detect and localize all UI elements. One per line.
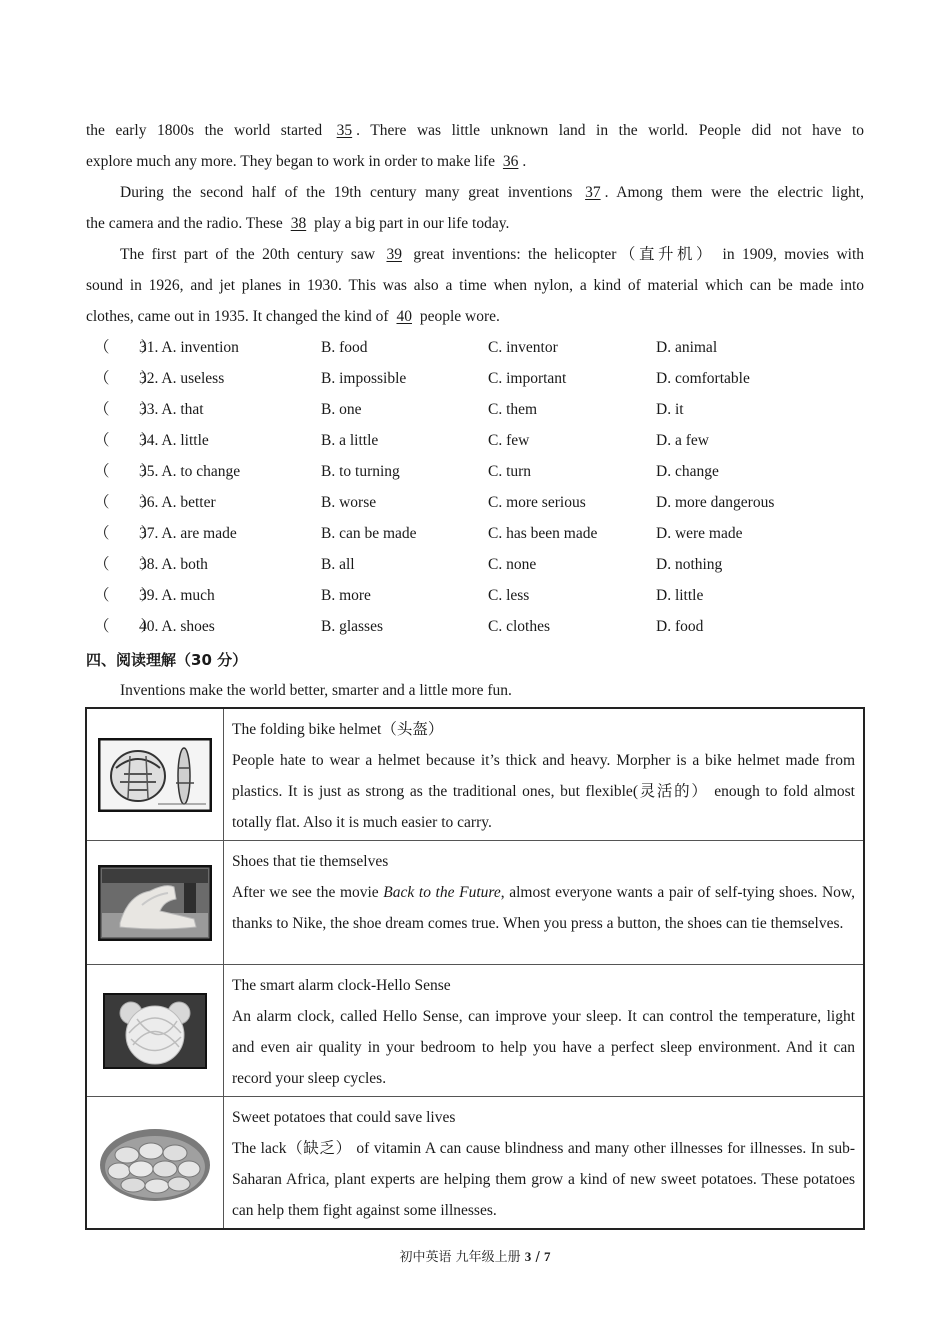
option-a: 40. A. shoes	[139, 618, 215, 635]
passage-text: play a big part in our life today.	[314, 215, 510, 232]
option-b: B. one	[321, 401, 362, 418]
option-c: C. more serious	[488, 494, 586, 511]
image-cell	[86, 1097, 224, 1230]
option-b: B. to turning	[321, 463, 400, 480]
option-b: B. glasses	[321, 618, 383, 635]
helmet-image	[98, 738, 212, 812]
option-d: D. animal	[656, 339, 718, 356]
option-c: C. important	[488, 370, 567, 387]
passage-line	[86, 307, 864, 327]
answer-paren[interactable]: （ ）	[94, 587, 157, 604]
invention-text	[232, 877, 855, 939]
invention-text-part: , almost everyone wants a pair of self-tying shoes. Now, thanks to Nike, the shoe dream comes true. When you press a button, the shoes can tie themselves.	[232, 884, 855, 932]
option-b: B. food	[321, 339, 368, 356]
sweet-potatoes-image	[97, 1123, 213, 1203]
passage-text: .	[522, 153, 527, 170]
invention-title: Shoes that tie themselves	[232, 853, 389, 870]
option-b: B. can be made	[321, 525, 417, 542]
passage-text: . There was little unknown land in the world. People did not have to	[356, 122, 865, 139]
passage-text: During the second half of the 19th century many great inventions	[120, 184, 573, 201]
page-number: 3	[524, 1249, 532, 1264]
option-b: B. worse	[321, 494, 377, 511]
answer-paren[interactable]: （ ）	[94, 339, 157, 356]
option-a: 31. A. invention	[139, 339, 239, 356]
passage-text: The first part of the 20th century saw	[120, 246, 376, 263]
option-b: B. all	[321, 556, 355, 573]
blank-36: 36	[502, 153, 519, 170]
option-d: D. a few	[656, 432, 709, 449]
passage-text: . Among them were the electric light,	[604, 184, 864, 201]
invention-title: The smart alarm clock-Hello Sense	[232, 977, 451, 994]
image-cell	[86, 841, 224, 965]
invention-title: The folding bike helmet（头盔）	[232, 721, 444, 738]
option-d: D. food	[656, 618, 704, 635]
invention-cell	[224, 841, 865, 965]
option-d: D. more dangerous	[656, 494, 775, 511]
page-separator: /	[535, 1250, 540, 1265]
passage-line	[86, 214, 864, 234]
option-d: D. were made	[656, 525, 743, 542]
option-d: D. comfortable	[656, 370, 750, 387]
passage-text: clothes, came out in 1935. It changed the kind of	[86, 308, 389, 325]
inventions-table	[85, 707, 865, 1230]
option-c: C. has been made	[488, 525, 598, 542]
option-d: D. little	[656, 587, 704, 604]
option-d: D. it	[656, 401, 684, 418]
blank-35: 35	[336, 122, 353, 139]
option-c: C. turn	[488, 463, 532, 480]
invention-text: The lack（缺乏） of vitamin A can cause blindness and many other illnesses for illnesses. In sub-Saharan Africa, plant experts are helping them grow a kind of new sweet potatoes. These potatoes can help them fight against some illnesses.	[232, 1140, 855, 1219]
page-total: 7	[543, 1249, 551, 1264]
option-c: C. few	[488, 432, 530, 449]
answer-paren[interactable]: （ ）	[94, 463, 157, 480]
table-row	[86, 708, 864, 841]
option-c: C. clothes	[488, 618, 550, 635]
option-d: D. change	[656, 463, 719, 480]
image-cell	[86, 708, 224, 841]
answer-paren[interactable]: （ ）	[94, 556, 157, 573]
alarm-clock-image	[103, 993, 207, 1069]
passage-line	[86, 152, 864, 172]
passage-text: people wore.	[419, 308, 500, 325]
option-a: 36. A. better	[139, 494, 216, 511]
option-b: B. more	[321, 587, 371, 604]
passage-text: explore much any more. They began to work in order to make life	[86, 153, 496, 170]
section-heading: 四、阅读理解（30 分）	[86, 651, 248, 669]
passage-text: the camera and the radio. These	[86, 215, 283, 232]
option-b: B. impossible	[321, 370, 407, 387]
passage-text: great inventions: the helicopter（直升机） in 1909, movies with	[413, 246, 865, 263]
invention-text: People hate to wear a helmet because it’s thick and heavy. Morpher is a bike helmet made from plastics. It is just as strong as the traditional ones, but flexible(灵活的） enough to fold almost totally flat. Also it is much easier to carry.	[232, 752, 855, 831]
blank-38: 38	[290, 215, 307, 232]
invention-text: An alarm clock, called Hello Sense, can improve your sleep. It can control the temperature, light and even air quality in your bedroom to help you have a perfect sleep environment. And it can record your sleep cycles.	[232, 1008, 855, 1087]
option-c: C. them	[488, 401, 538, 418]
option-a: 39. A. much	[139, 587, 215, 604]
table-row	[86, 841, 864, 965]
passage-text: the early 1800s the world started	[86, 122, 323, 139]
invention-cell	[224, 1097, 865, 1230]
option-a: 34. A. little	[139, 432, 209, 449]
option-a: 38. A. both	[139, 556, 208, 573]
answer-paren[interactable]: （ ）	[94, 525, 157, 542]
page-footer	[0, 1246, 950, 1265]
passage-line	[120, 245, 864, 265]
blank-40: 40	[396, 308, 412, 325]
passage-line	[86, 121, 864, 141]
section-intro: Inventions make the world better, smarter and a little more fun.	[120, 682, 512, 699]
option-a: 33. A. that	[139, 401, 204, 418]
answer-paren[interactable]: （ ）	[94, 494, 157, 511]
blank-39: 39	[386, 246, 402, 263]
shoe-image	[98, 865, 212, 941]
invention-cell	[224, 708, 865, 841]
blank-37: 37	[585, 184, 601, 201]
option-a: 37. A. are made	[139, 525, 237, 542]
option-d: D. nothing	[656, 556, 723, 573]
image-cell	[86, 965, 224, 1097]
answer-paren[interactable]: （ ）	[94, 432, 157, 449]
answer-paren[interactable]: （ ）	[94, 618, 157, 635]
answer-paren[interactable]: （ ）	[94, 370, 157, 387]
answer-paren[interactable]: （ ）	[94, 401, 157, 418]
option-a: 32. A. useless	[139, 370, 225, 387]
passage-line: sound in 1926, and jet planes in 1930. This was also a time when nylon, a kind of material which can be made into	[86, 277, 864, 294]
option-a: 35. A. to change	[139, 463, 241, 480]
invention-cell	[224, 965, 865, 1097]
movie-title: Back to the Future	[383, 884, 501, 901]
option-b: B. a little	[321, 432, 379, 449]
table-row	[86, 1097, 864, 1230]
table-row	[86, 965, 864, 1097]
option-c: C. inventor	[488, 339, 558, 356]
passage-line	[120, 183, 864, 203]
option-c: C. none	[488, 556, 537, 573]
footer-label: 初中英语 九年级上册	[399, 1250, 521, 1265]
invention-title: Sweet potatoes that could save lives	[232, 1109, 456, 1126]
invention-text-part: After we see the movie	[232, 884, 384, 901]
option-c: C. less	[488, 587, 530, 604]
